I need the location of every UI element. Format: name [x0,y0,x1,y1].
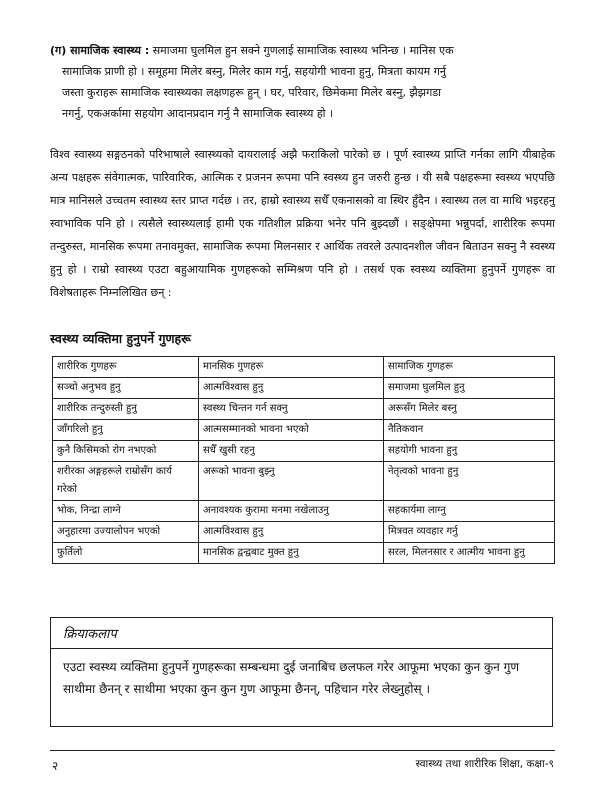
table-cell: अरूको भावना बुझ्नु [199,462,384,501]
table-cell: भोक, निन्द्रा लाग्ने [53,501,199,522]
activity-heading: क्रियाकलाप [63,627,117,642]
activity-box [50,617,553,727]
social-health-line-1 [50,40,555,61]
activity-text: एउटा स्वस्थ्य व्यक्तिमा हुनुपर्ने गुणहरूका सम्बन्धमा दुई जनाबिच छलफल गरेर आफूमा भएका कुन कुन गुण साथीमा छैनन् र साथीमा भएका कुन कुन गुण आफूमा छैनन्, पहिचान गरेर लेख्नुहोस् । [63,660,520,696]
header-mental: मानसिक गुणहरू [199,357,384,378]
table-cell: समाजमा घुलमिल हुनु [384,378,555,399]
table-row [53,420,555,441]
table-row [53,399,555,420]
page-number: २ [52,759,59,773]
table-cell: कुनै किसिमको रोग नभएको [53,441,199,462]
table-cell: नैतिकवान [384,420,555,441]
table-cell: सरल, मिलनसार र आत्मीय भावना हुनु [384,543,555,564]
social-health-heading: (ग) सामाजिक स्वास्थ्य : [50,44,150,57]
table-row [53,441,555,462]
table-title: स्वस्थ्य व्यक्तिमा हुनुपर्ने गुणहरू [50,331,191,346]
book-title: स्वास्थ्य तथा शारीरिक शिक्षा, कक्षा-९ [415,758,554,770]
table-cell: सहकार्यमा लाग्नु [384,501,555,522]
activity-divider [51,648,552,649]
table-cell: फुर्तिलो [53,543,199,564]
table-cell: अरूसँग मिलेर बस्नु [384,399,555,420]
health-qualities-table [52,356,555,564]
header-physical: शारीरिक गुणहरू [53,357,199,378]
header-social: सामाजिक गुणहरू [384,357,555,378]
social-health-line-3: जस्ता कुराहरू सामाजिक स्वास्थ्यका लक्षणहरू हुन् । घर, परिवार, छिमेकमा मिलेर बस्नु, झैझगडा [62,86,441,99]
table-cell: अनुहारमा उज्यालोपन भएको [53,522,199,543]
social-health-line-2: सामाजिक प्राणी हो । समूहमा मिलेर बस्नु, मिलेर काम गर्नु, सहयोगी भावना हुनु, मित्रता कायम गर्नु [62,65,447,78]
social-health-text-1: समाजमा घुलमिल हुन सक्ने गुणलाई सामाजिक स्वास्थ्य भनिन्छ । मानिस एक [152,44,454,57]
table-cell: जाँगरिलो हुनु [53,420,199,441]
table-row [53,522,555,543]
table-cell: शरीरका अङ्गहरूले राम्रोसँग कार्य गरेको [53,462,199,501]
table-cell: अनावश्यक कुरामा मनमा नखेलाउनु [199,501,384,522]
table-cell: मित्रवत व्यवहार गर्नु [384,522,555,543]
table-cell: आत्मविश्वास हुनु [199,522,384,543]
table-cell: सधैँ खुसी रहनु [199,441,384,462]
social-health-section [50,40,555,124]
table-row [53,543,555,564]
table-cell: मानसिक द्वन्द्वबाट मुक्त हुनु [199,543,384,564]
table-cell: स्वस्थ्य चिन्तन गर्न सक्नु [199,399,384,420]
table-header-row [53,357,555,378]
table-cell: नेतृत्वको भावना हुनु [384,462,555,501]
table-row [53,501,555,522]
table-cell: सञ्चो अनुभव हुनु [53,378,199,399]
table-cell: आत्मविश्वास हुनु [199,378,384,399]
intro-paragraph: विश्व स्वास्थ्य सङ्गठनको परिभाषाले स्वास्थ्यको दायरालाई अझै फराकिलो पारेको छ । पूर्ण स्वास्थ्य प्राप्ति गर्नका लागि यीबाहेक अन्य पक्षहरू संवेगात्मक, पारिवारिक, आत्मिक र प्रजनन रूपमा पनि स्वस्थ्य हुन जरुरी हुन्छ । यी सबै पक्षहरूमा स्वस्थ्य भएपछि मात्र मानिसले उच्चतम स्वास्थ्य स्तर प्राप्त गर्दछ । तर, हाम्रो स्वास्थ्य सधैँ एकनासको वा स्थिर हुँदैन । स्वास्थ्य तल वा माथि भइरहनु स्वाभाविक पनि हो । त्यसैले स्वास्थ्यलाई हामी एक गतिशील प्रक्रिया भनेर पनि बुझ्दछौं । सङ्क्षेपमा भन्नुपर्दा, शारीरिक रूपमा तन्दुरुस्त, मानसिक रूपमा तनावमुक्त, सामाजिक रूपमा मिलनसार र आर्थिक तवरले उत्पादनशील जीवन बिताउन सक्नु नै स्वस्थ्य हुनु हो । राम्रो स्वास्थ्य एउटा बहुआयामिक गुणहरूको सम्मिश्रण पनि हो । तसर्थ एक स्वस्थ्य व्यक्तिमा हुनुपर्ने गुणहरू वा विशेषताहरू निम्नलिखित छन् : [50,148,555,299]
table-row [53,462,555,501]
table-row [53,378,555,399]
table-cell: आत्मसम्मानको भावना भएको [199,420,384,441]
table-cell: शारीरिक तन्दुरुस्ती हुनु [53,399,199,420]
footer-divider [50,750,555,751]
social-health-line-4: नगर्नु, एकअर्कामा सहयोग आदानप्रदान गर्नु नै सामाजिक स्वास्थ्य हो । [62,107,334,120]
table-cell: सहयोगी भावना हुनु [384,441,555,462]
